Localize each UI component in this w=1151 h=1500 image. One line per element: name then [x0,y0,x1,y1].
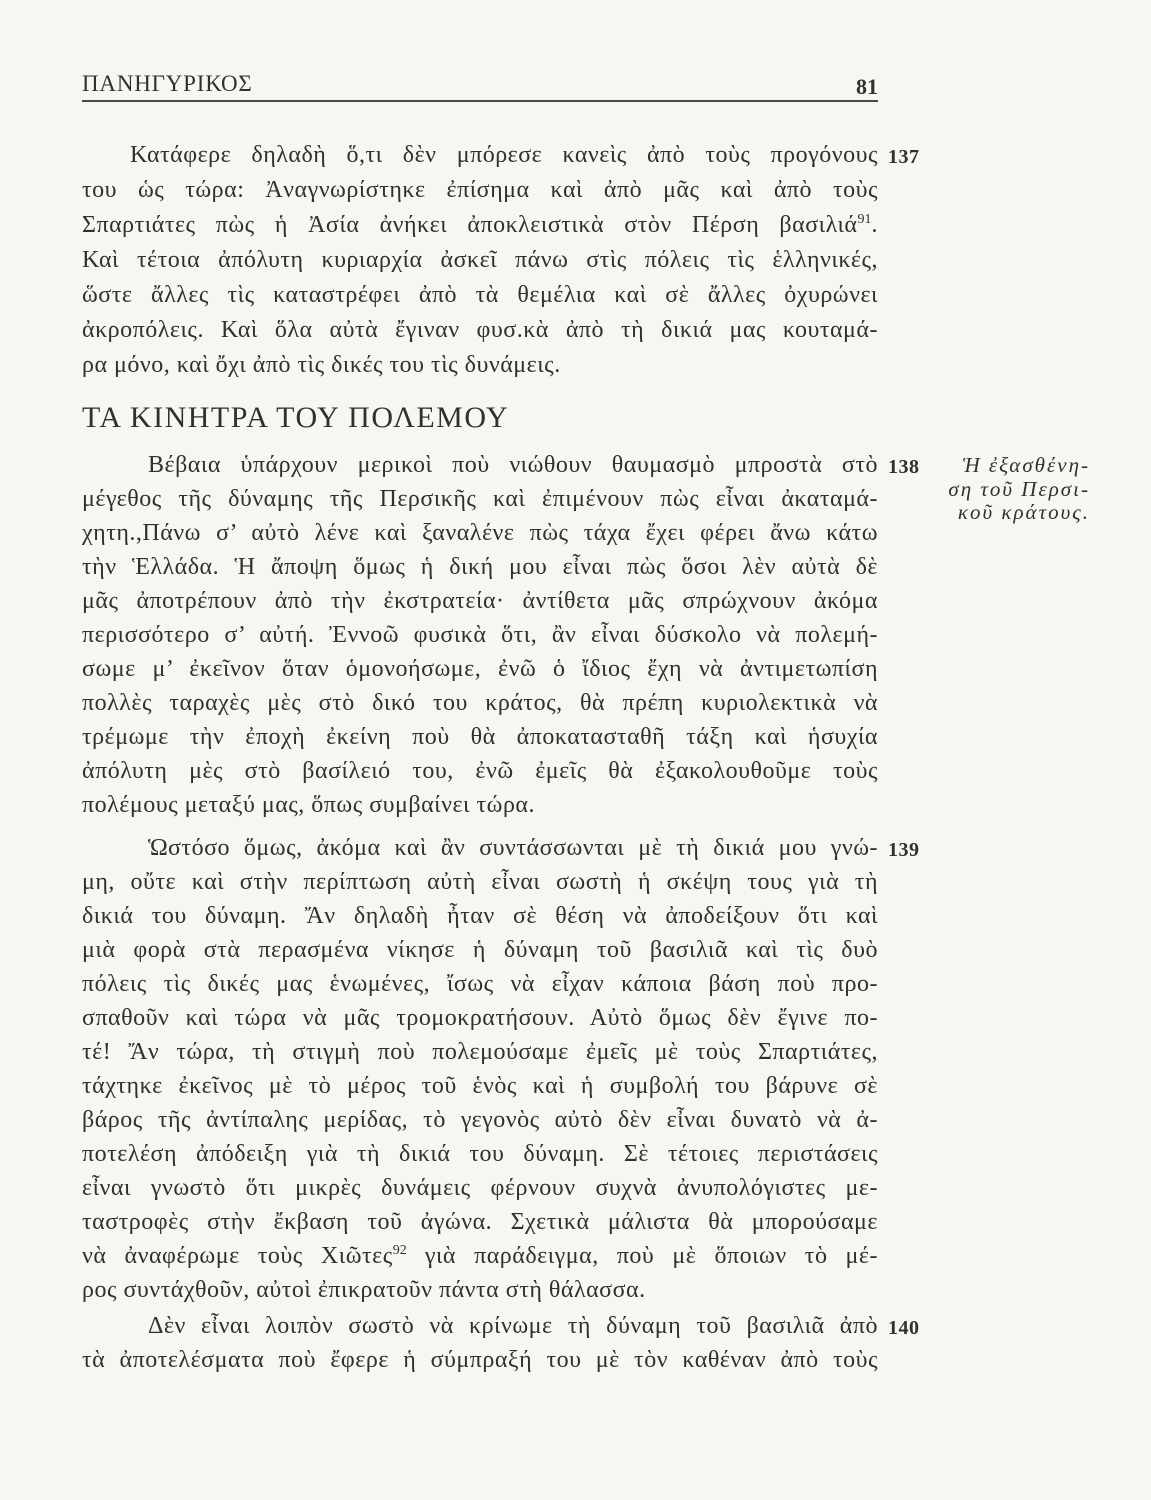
body-text-line: σωμε μ’ ἐκεῖνον ὅταν ὁμονοήσωμε, ἐνῶ ὁ ἴδιος ἔχη νὰ ἀντιμετωπίση [82,656,878,682]
body-text-line: τάχτηκε ἐκεῖνος μὲ τὸ μέρος τοῦ ἑνὸς καὶ ἡ συμβολή του βάρυνε σὲ [82,1073,878,1099]
body-text-line: δικιά του δύναμη. Ἄν δηλαδὴ ἦταν σὲ θέση νὰ ἀποδείξουν ὅτι καὶ [82,903,878,929]
line-text: Σπαρτιάτες πὼς ἡ Ἀσία ἀνήκει ἀποκλειστικὰ στὸν Πέρση βασιλιά [82,212,858,238]
body-text-line [82,208,878,243]
line-text-tail: . [871,212,878,238]
body-text-line: πολέμους μεταξύ μας, ὅπως συμβαίνει τώρα. [82,792,536,818]
body-text-line: ρα μόνο, καὶ ὄχι ἀπὸ τὶς δικές του τὶς δυνάμεις. [82,352,561,378]
body-text-line: ἀκροπόλεις. Καὶ ὅλα αὐτὰ ἔγιναν φυσ.κὰ ἀπὸ τὴ δικιά μας κουταμά- [82,317,878,343]
body-text-line: τὰ ἀποτελέσματα ποὺ ἔφερε ἡ σύμπραξή του μὲ τὸν καθέναν ἀπὸ τοὺς [82,1347,878,1373]
margin-note-line: ση τοῦ Περσι- [948,476,1090,501]
footnote-reference: 91 [857,212,872,227]
body-text-line: εἶναι γνωστὸ ὅτι μικρὲς δυνάμεις φέρνουν συχνὰ ἀνυπολόγιστες με- [82,1175,878,1201]
section-number: 139 [888,839,920,861]
section-number: 140 [888,1317,920,1339]
body-text-line: Καὶ τέτοια ἀπόλυτη κυριαρχία ἀσκεῖ πάνω στὶς πόλεις τὶς ἑλληνικές, [82,247,878,273]
section-number: 138 [888,456,920,478]
body-text-line: τρέμωμε τὴν ἐποχὴ ἐκείνη ποὺ θὰ ἀποκατασταθῆ τάξη καὶ ἡσυχία [82,724,878,750]
margin-note-line: Ἡ ἐξασθένη- [962,453,1090,477]
body-text-line [82,1239,878,1273]
body-text-line: περισσότερο σ’ αὐτή. Ἐννοῶ φυσικὰ ὅτι, ἂν εἶναι δύσκολο νὰ πολεμή- [82,622,878,648]
running-title: ΠΑΝΗΓΥΡΙΚΟΣ [82,71,253,96]
body-text-line: τέ! Ἄν τώρα, τὴ στιγμὴ ποὺ πολεμούσαμε ἐμεῖς μὲ τοὺς Σπαρτιάτες, [82,1039,878,1065]
body-text-line: πόλεις τὶς δικές μας ἑνωμένες, ἴσως νὰ εἶχαν κάποια βάση ποὺ προ- [82,971,878,997]
body-text-line: ρος συντάχθοῦν, αὐτοὶ ἐπικρατοῦν πάντα στὴ θάλασσα. [82,1277,646,1303]
section-number: 137 [888,146,920,168]
body-text-line: του ὡς τώρα: Ἀναγνωρίστηκε ἐπίσημα καὶ ἀπὸ μᾶς καὶ ἀπὸ τοὺς [82,177,878,203]
page-number: 81 [856,74,878,99]
body-text-line: πολλὲς ταραχὲς μὲς στὸ δικό του κράτος, θὰ πρέπη κυριολεκτικὰ νὰ [82,690,878,716]
body-text-line: ποτελέση ἀπόδειξη γιὰ τὴ δικιά του δύναμη. Σὲ τέτοιες περιστάσεις [82,1141,878,1167]
body-text-line: μέγεθος τῆς δύναμης τῆς Περσικῆς καὶ ἐπιμένουν πὼς εἶναι ἀκαταμά- [82,486,878,512]
body-text-line: μᾶς ἀποτρέπουν ἀπὸ τὴν ἐκστρατεία· ἀντίθετα μᾶς σπρώχνουν ἀκόμα [82,588,878,614]
body-text-line: χητη.,Πάνω σ’ αὐτὸ λένε καὶ ξαναλένε πὼς τάχα ἔχει φέρει ἄνω κάτω [82,520,878,546]
paragraph-137 [82,138,920,383]
footnote-reference: 92 [392,1243,407,1258]
paragraph-138 [82,448,920,822]
paragraph-140 [82,1309,920,1377]
body-text-line: ἀπόλυτη μὲς στὸ βασίλειό του, ἐνῶ ἐμεῖς θὰ ἐξακολουθοῦμε τοὺς [82,758,878,784]
body-text-line: μη, οὔτε καὶ στὴν περίπτωση αὐτὴ εἶναι σωστὴ ἡ σκέψη τους γιὰ τὴ [82,869,878,895]
body-text-line: μιὰ φορὰ στὰ περασμένα νίκησε ἡ δύναμη τοῦ βασιλιᾶ καὶ τὶς δυὸ [82,937,878,963]
paragraph-139 [82,831,920,1307]
body-text-line: Κατάφερε δηλαδὴ ὅ,τι δὲν μπόρεσε κανεὶς ἀπὸ τοὺς προγόνους [130,142,878,168]
section-heading: ΤΑ ΚΙΝΗΤΡΑ ΤΟΥ ΠΟΛΕΜΟΥ [82,401,510,434]
body-text-line: ὥστε ἄλλες τὶς καταστρέφει ἀπὸ τὰ θεμέλια καὶ σὲ ἄλλες ὀχυρώνει [82,282,878,308]
body-text-line: Βέβαια ὑπάρχουν μερικοὶ ποὺ νιώθουν θαυμασμὸ μπροστὰ στὸ [148,452,878,478]
line-text: νὰ ἀναφέρωμε τοὺς Χιῶτες [82,1243,393,1269]
margin-note-line: κοῦ κράτους. [957,500,1090,524]
body-text-line: ταστροφὲς στὴν ἔκβαση τοῦ ἀγώνα. Σχετικὰ μάλιστα θὰ μπορούσαμε [82,1209,878,1235]
body-text-line: Ὡστόσο ὅμως, ἀκόμα καὶ ἂν συντάσσωνται μὲ τὴ δικιά μου γνώ- [148,835,878,861]
header-rule [82,100,878,102]
line-text-tail: γιὰ παράδειγμα, ποὺ μὲ ὅποιων τὸ μέ- [406,1243,878,1269]
margin-note [926,454,1090,525]
body-text-line: σπαθοῦν καὶ τώρα νὰ μᾶς τρομοκρατήσουν. Αὐτὸ ὅμως δὲν ἔγινε πο- [82,1005,878,1031]
body-text-line: βάρος τῆς ἀντίπαλης μερίδας, τὸ γεγονὸς αὐτὸ δὲν εἶναι δυνατὸ νὰ ἀ- [82,1107,878,1133]
body-text-line: Δὲν εἶναι λοιπὸν σωστὸ νὰ κρίνωμε τὴ δύναμη τοῦ βασιλιᾶ ἀπὸ [148,1313,878,1339]
body-text-line: τὴν Ἑλλάδα. Ἡ ἄποψη ὅμως ἡ δική μου εἶναι πὼς ὅσοι λὲν αὐτὰ δὲ [82,554,878,580]
